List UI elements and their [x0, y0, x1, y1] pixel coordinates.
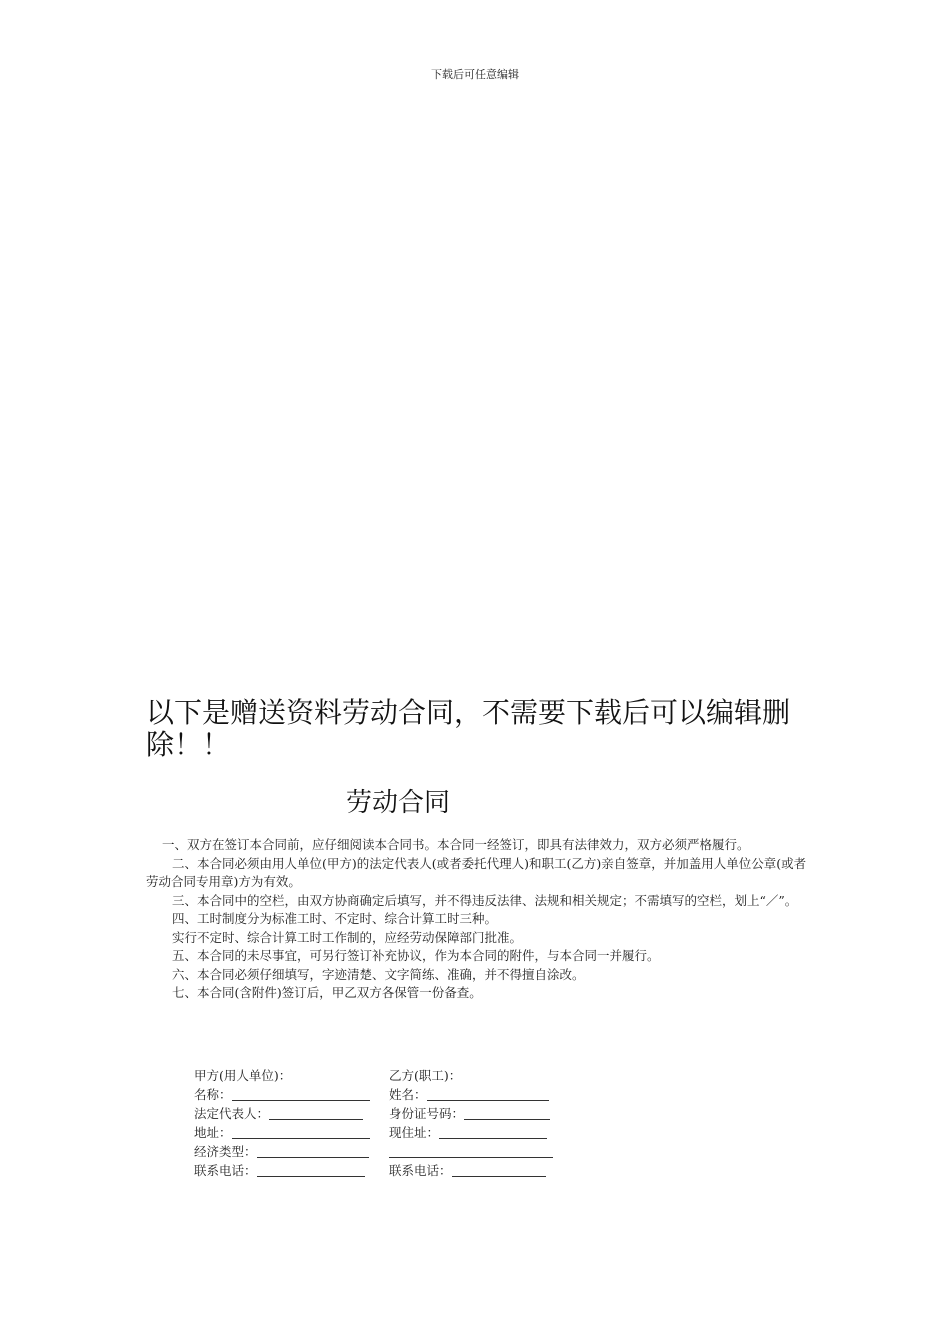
economy-row: [194, 1142, 569, 1161]
note-6: 六、本合同必须仔细填写，字迹清楚、文字简练、准确，并不得擅自涂改。: [172, 966, 585, 982]
party-a-address-label: 地址：: [194, 1125, 232, 1140]
note-5: 五、本合同的未尽事宜，可另行签订补充协议，作为本合同的附件，与本合同一并履行。: [172, 948, 660, 963]
note-3: 三、本合同中的空栏，由双方协商确定后填写，并不得违反法律、法规和相关规定；不需填写的空栏，划上“／”。: [172, 892, 798, 908]
party-b-blank-field[interactable]: [389, 1143, 553, 1158]
name-row: [194, 1085, 569, 1104]
party-a-heading: 甲方(用人单位)：: [194, 1068, 292, 1083]
rep-id-row: [194, 1104, 569, 1123]
party-a-name-label: 名称：: [194, 1087, 232, 1102]
party-headings-row: [194, 1066, 569, 1085]
note-1: 一、双方在签订本合同前，应仔细阅读本合同书。本合同一经签订，即具有法律效力，双方必须严格履行。: [162, 837, 750, 852]
party-b-name-field[interactable]: [427, 1086, 549, 1101]
note-7: 七、本合同(含附件)签订后，甲乙双方各保管一份备查。: [172, 985, 482, 1000]
bonus-title: 以下是赠送资料劳动合同，不需要下载后可以编辑删除！！: [146, 696, 791, 761]
party-b-heading: 乙方(职工)：: [389, 1068, 462, 1083]
note-4: 四、工时制度分为标准工时、不定时、综合计算工时三种。: [172, 911, 498, 926]
address-row: [194, 1123, 569, 1142]
header-note: 下载后可任意编辑: [431, 68, 519, 81]
party-a-name-field[interactable]: [232, 1086, 370, 1101]
contract-notes: [146, 836, 814, 1003]
party-b-residence-label: 现住址：: [389, 1125, 440, 1140]
party-a-economy-type-label: 经济类型：: [194, 1144, 257, 1159]
party-a-phone-label: 联系电话：: [194, 1163, 257, 1178]
party-b-residence-field[interactable]: [439, 1124, 547, 1139]
party-a-economy-type-field[interactable]: [257, 1143, 369, 1158]
party-b-name-label: 姓名：: [389, 1087, 427, 1102]
party-b-phone-label: 联系电话：: [389, 1163, 452, 1178]
note-4-detail: 实行不定时、综合计算工时工作制的，应经劳动保障部门批准。: [172, 929, 523, 945]
signature-section: [194, 1066, 569, 1180]
party-b-phone-field[interactable]: [452, 1162, 546, 1177]
party-b-id-field[interactable]: [464, 1105, 550, 1120]
phone-row: [194, 1161, 569, 1180]
party-b-id-label: 身份证号码：: [389, 1106, 465, 1121]
contract-title: 劳动合同: [346, 788, 451, 818]
party-a-address-field[interactable]: [232, 1124, 370, 1139]
party-a-legal-rep-label: 法定代表人：: [194, 1106, 270, 1121]
party-a-phone-field[interactable]: [257, 1162, 365, 1177]
note-2: 二、本合同必须由用人单位(甲方)的法定代表人(或者委托代理人)和职工(乙方)亲自签章，并加盖用人单位公章(或者劳动合同专用章)方为有效。: [146, 855, 807, 889]
party-a-legal-rep-field[interactable]: [269, 1105, 363, 1120]
